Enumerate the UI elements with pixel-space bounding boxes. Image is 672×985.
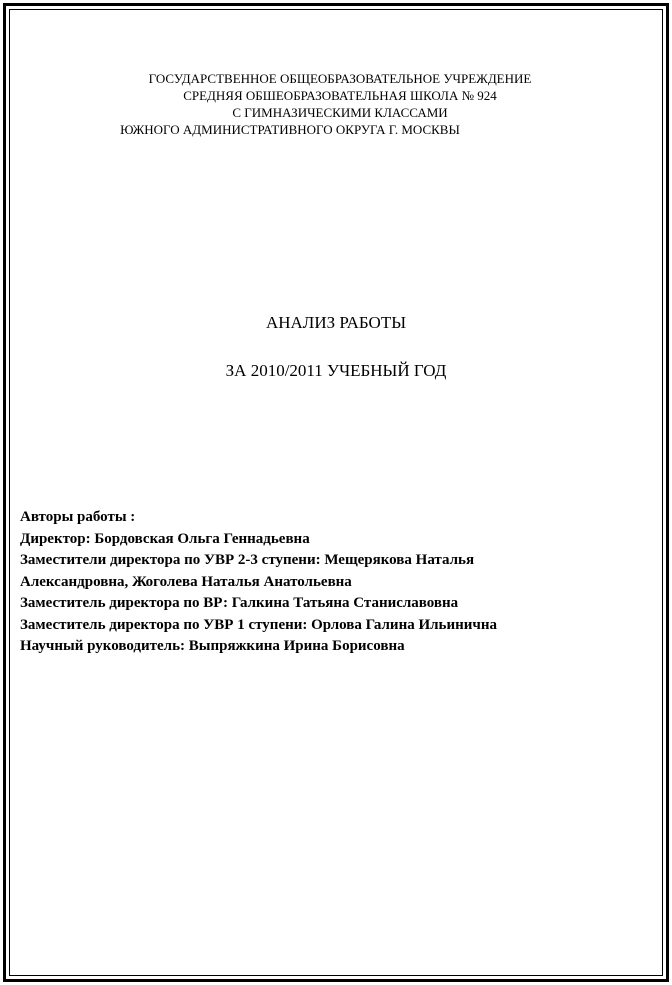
document-subtitle: ЗА 2010/2011 УЧЕБНЫЙ ГОД xyxy=(225,361,447,380)
author-line: Научный руководитель: Выпряжкина Ирина Борисовна xyxy=(20,638,405,654)
header-line-2: СРЕДНЯЯ ОБШЕОБРАЗОВАТЕЛЬНАЯ ШКОЛА № 924 xyxy=(183,88,497,103)
author-line: Заместитель директора по УВР 1 ступени: Орлова Галина Ильинична xyxy=(20,616,498,633)
header-line-3: С ГИМНАЗИЧЕСКИМИ КЛАССАМИ xyxy=(232,105,448,120)
authors-block xyxy=(20,507,660,658)
author-line: Александровна, Жоголева Наталья Анатольевна xyxy=(20,573,352,590)
author-line: Заместитель директора по ВР: Галкина Татьяна Станиславовна xyxy=(20,595,459,611)
page-border-inner xyxy=(9,9,663,976)
document-title: АНАЛИЗ РАБОТЫ xyxy=(265,313,407,332)
author-line: Директор: Бордовская Ольга Геннадьевна xyxy=(20,530,310,547)
author-line: Заместители директора по УВР 2-3 ступени: Мещерякова Наталья xyxy=(20,552,475,568)
authors-heading: Авторы работы : xyxy=(20,509,136,525)
header-line-4: ЮЖНОГО АДМИНИСТРАТИВНОГО ОКРУГА Г. МОСКВЫ xyxy=(120,122,460,137)
header-line-1: ГОСУДАРСТВЕННОЕ ОБЩЕОБРАЗОВАТЕЛЬНОЕ УЧРЕЖДЕНИЕ xyxy=(148,71,532,86)
institution-header xyxy=(40,70,640,138)
